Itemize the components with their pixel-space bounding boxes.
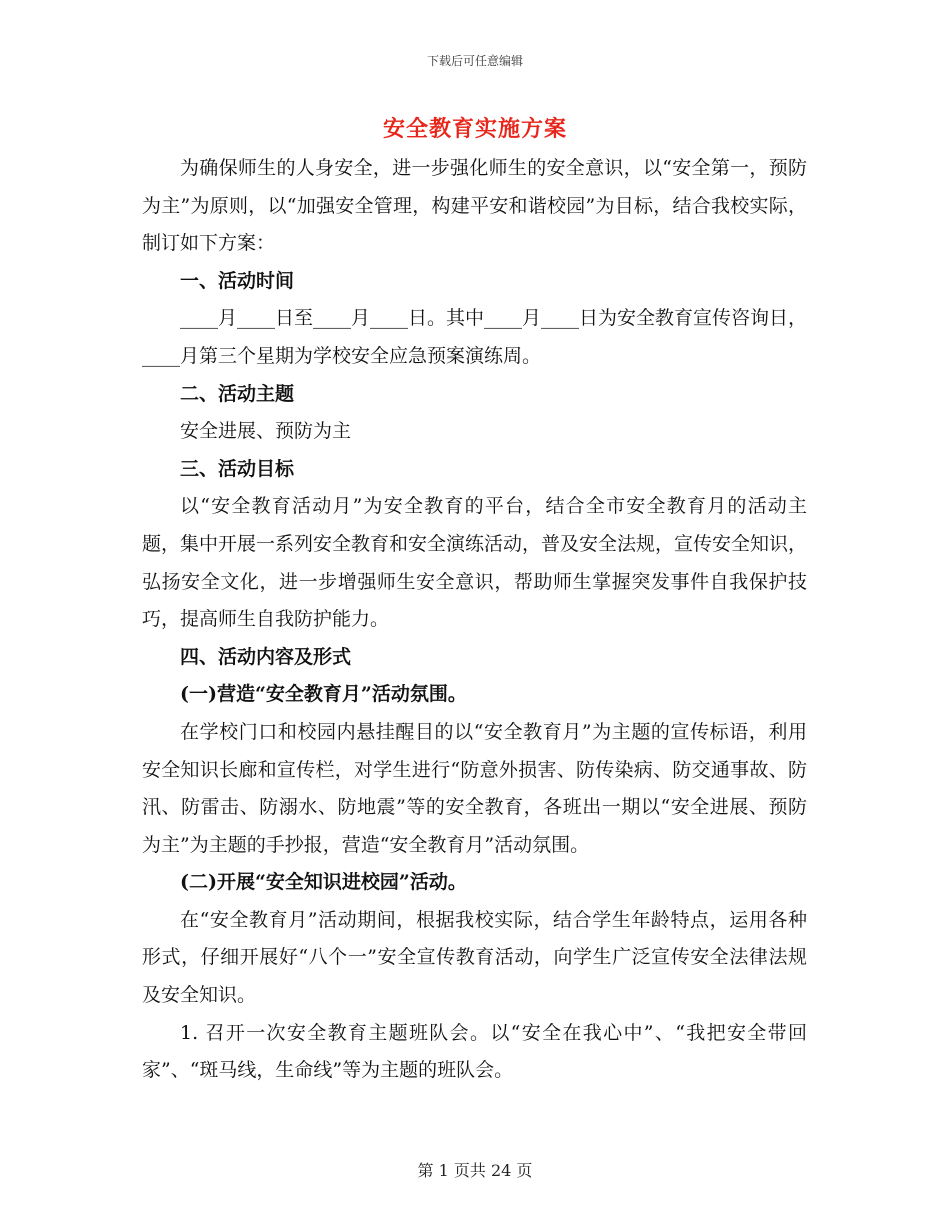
- section-text-theme: 安全进展、预防为主: [180, 420, 352, 443]
- subsection-text-atmosphere: 在学校门口和校园内悬挂醒目的以“安全教育月”为主题的宣传标语，利用安全知识长廊和宣传栏，对学生进行“防意外损害、防传染病、防交通事故、防汛、防雷击、防溺水、防地震”等的安全教育，各班出一期以“安全进展、预防为主”为主题的手抄报，营造“安全教育月”活动氛围。: [142, 720, 807, 856]
- document-body: [142, 150, 807, 1090]
- section-heading-goal: 三、活动目标: [180, 457, 295, 480]
- intro-paragraph: 为确保师生的人身安全，进一步强化师生的安全意识，以“安全第一，预防为主”为原则，以“加强安全管理，构建平安和谐校园”为目标，结合我校实际，制订如下方案：: [142, 157, 807, 255]
- section-text-goal: 以“安全教育活动月”为安全教育的平台，结合全市安全教育月的活动主题，集中开展一系列安全教育和安全演练活动，普及安全法规，宣传安全知识，弘扬安全文化，进一步增强师生安全意识，帮助师生掌握突发事件自我保护技巧，提高师生自我防护能力。: [142, 495, 808, 631]
- section-heading-theme: 二、活动主题: [180, 382, 295, 405]
- page-footer: 第 1 页共 24 页: [417, 1161, 533, 1180]
- list-item-class-meeting: 1. 召开一次安全教育主题班队会。以“安全在我心中”、“我把安全带回家”、“斑马线，生命线”等为主题的班队会。: [142, 1021, 807, 1082]
- section-text-time: ____月____日至____月____日。其中____月____日为安全教育宣传咨询日，____月第三个星期为学校安全应急预案演练周。: [142, 307, 808, 367]
- section-heading-time: 一、活动时间: [180, 269, 295, 292]
- document-title: 安全教育实施方案: [382, 116, 567, 142]
- subsection-heading-atmosphere: (一)营造“安全教育月”活动氛围。: [180, 683, 467, 706]
- section-heading-content: 四、活动内容及形式: [180, 645, 352, 668]
- subsection-heading-knowledge: (二)开展“安全知识进校园”活动。: [180, 871, 467, 894]
- header-note: 下载后可任意编辑: [426, 54, 523, 68]
- subsection-text-knowledge: 在“安全教育月”活动期间，根据我校实际，结合学生年龄特点，运用各种形式，仔细开展好“八个一”安全宣传教育活动，向学生广泛宣传安全法律法规及安全知识。: [142, 908, 807, 1007]
